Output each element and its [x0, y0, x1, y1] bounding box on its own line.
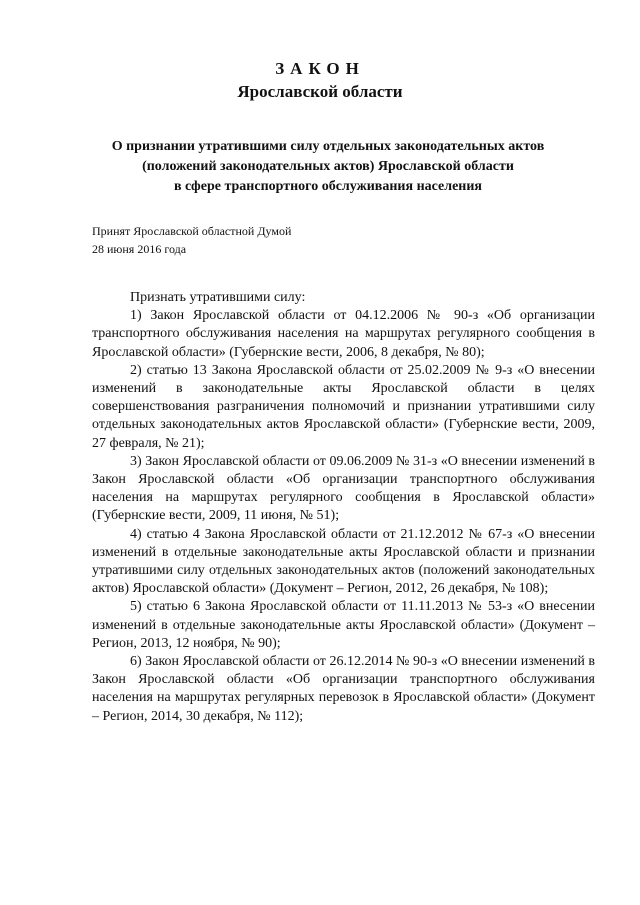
- law-title: [88, 137, 568, 197]
- law-body: [92, 289, 595, 726]
- list-item: 1) Закон Ярославской области от 04.12.2006 № 90-з «Об организации транспортного обслуживания населения на маршрутах регулярного сообщения в Ярославской области» (Губернские вести, 2006, 8 декабря, № 80);: [92, 308, 595, 360]
- law-title-line: в сфере транспортного обслуживания населения: [173, 179, 483, 194]
- region-heading: Ярославской области: [237, 82, 403, 101]
- adoption-body: Принят Ярославской областной Думой: [92, 224, 292, 238]
- law-title-line: О признании утратившими силу отдельных законодательных актов: [111, 139, 545, 154]
- list-item: 4) статью 4 Закона Ярославской области от 21.12.2012 № 67-з «О внесении изменений в отдельные законодательные акты Ярославской области и признании утратившими силу отдельных законодательных актов (положений законодательных актов) Ярославской области» (Документ – Регион, 2012, 26 декабря, № 108);: [92, 526, 595, 597]
- law-title-line: (положений законодательных актов) Ярославской области: [142, 159, 514, 174]
- adoption-note: [92, 222, 291, 258]
- list-item: 5) статью 6 Закона Ярославской области от 11.11.2013 № 53-з «О внесении изменений в отдельные законодательные акты Ярославской области» (Документ – Регион, 2013, 12 ноября, № 90);: [92, 599, 595, 651]
- list-item: 2) статью 13 Закона Ярославской области от 25.02.2009 № 9-з «О внесении изменений в законодательные акты Ярославской области в целях совершенствования разграничения полномочий и признании утратившими силу отдельных законодательных актов Ярославской области» (Губернские вести, 2009, 27 февраля, № 21);: [92, 362, 595, 451]
- list-item: 6) Закон Ярославской области от 26.12.2014 № 90-з «О внесении изменений в Закон Ярославской области «Об организации транспортного обслуживания населения на маршрутах регулярных перевозок в Ярославской области» (Документ – Регион, 2014, 30 декабря, № 112);: [92, 654, 595, 724]
- body-intro: Признать утратившими силу:: [130, 290, 306, 305]
- document-type-heading: ЗАКОН: [275, 59, 365, 78]
- list-item: 3) Закон Ярославской области от 09.06.2009 № 31-з «О внесении изменений в Закон Ярославской области «Об организации транспортного обслуживания населения на маршрутах регулярного сообщения в Ярославской области» (Губернские вести, 2009, 11 июня, № 51);: [92, 453, 595, 524]
- adoption-date: 28 июня 2016 года: [92, 242, 187, 256]
